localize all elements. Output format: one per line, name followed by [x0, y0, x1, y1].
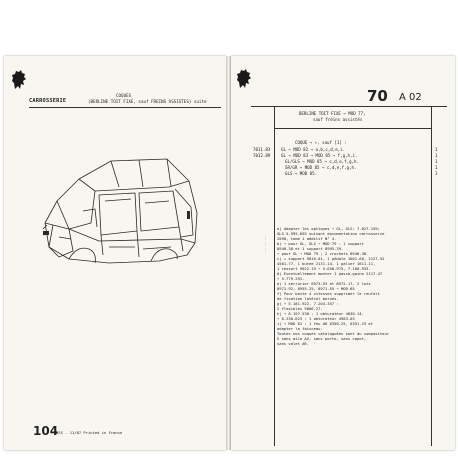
part-ref: 7012.89: [253, 153, 271, 158]
peugeot-lion-icon: [10, 69, 28, 90]
right-page: [231, 56, 455, 450]
note-line: h) → 6.197.530 : 1 obturateur 4030.14.: [277, 311, 364, 316]
page-number: 104: [33, 424, 59, 438]
table-right-rule: [431, 106, 432, 446]
note-line: 2090, tome 1 additif N° 4.: [277, 236, 337, 241]
page-code-letter: A 02: [399, 92, 422, 103]
part-desc: GLS → MOD 85.: [285, 171, 318, 176]
part-qty: 1: [435, 159, 438, 164]
note-line: adapter la faisceau.: [277, 326, 323, 331]
part-qty: 1: [435, 171, 438, 176]
note-line: c) + support 9010.01, 1 pédale 1601.60, 2127.52: [277, 256, 385, 261]
header-line-2: (BERLINE TOIT FIXE, sauf FREINS ASSISTES) suite: [88, 99, 207, 104]
notes-block: [277, 226, 429, 346]
note-line: GLS 5.995.655 suivant documentation carrosserie: [277, 231, 385, 236]
note-line: → pour GL → MOD 79 ; 2 crochets 8940.38: [277, 251, 367, 256]
part-desc: GL → MOD 82 → a,b,c,d,e,i.: [281, 147, 346, 152]
section-title: CARROSSERIE: [29, 98, 67, 104]
note-line: a) Adapter les optiques → GL, GLS: 7.027.159;: [277, 226, 380, 231]
title-line-2: sauf freins assistés: [313, 117, 363, 122]
note-line: 2 flexibles 9806.27.: [277, 306, 323, 311]
title-underline: [274, 128, 431, 129]
note-line: 8940.38 et 1 support 8995.39.: [277, 246, 344, 251]
left-page: [4, 56, 226, 450]
note-line: → 6.230.623 : 1 obturateur 4983.03: [277, 316, 355, 321]
part-qty: 1: [435, 165, 438, 170]
peugeot-lion-icon: [235, 68, 253, 89]
page-code-number: 70: [367, 87, 388, 105]
part-desc: SR/GR → MOD 85 → c,d,e,f,g,h.: [285, 165, 357, 170]
note-line: sans volet AR.: [277, 341, 310, 346]
note-line: 8971.92, 6955.25, 8971.55 → MOD 85: [277, 286, 355, 291]
note-line: → 5.779.291.: [277, 276, 305, 281]
part-ref: 7011.83: [253, 147, 271, 152]
note-line: Toutes nos coques cataloguées sont du compositeur: [277, 331, 390, 336]
part-qty: 1: [435, 147, 438, 152]
note-line: e) 1 serrurier 8973.53 et 8972.17, 2 lots: [277, 281, 371, 286]
coque-line: COQUE → ↑, sauf [1] :: [295, 140, 347, 145]
note-line: 1 ressort 9022.19 → 5.650.975, 7.168.933.: [277, 266, 371, 271]
note-line: de fixation latéral bornes.: [277, 296, 339, 301]
note-line: i) → MOD 81 : 1 feu AR 6350.25, 6351.19 et: [277, 321, 374, 326]
note-line: b) → pour GL, GLS → MOD 79 : 1 support: [277, 241, 364, 246]
part-qty: 1: [435, 153, 438, 158]
note-line: f) Pour boite 4 vitesses supprimer le renfort: [277, 291, 380, 296]
header-rule: [29, 107, 221, 108]
part-desc: GL → MOD 83 → MOD 85 → f,g,h,i.: [281, 153, 358, 158]
table-left-rule: [274, 106, 275, 446]
note-line: g) → 5.181.922, 7.204.357 :: [277, 301, 339, 306]
part-desc: GL/GLS → MOD 85 → c,d,e,f,g,h.: [285, 159, 359, 164]
header-line-1: COQUES: [116, 93, 132, 98]
footer-text: ESS - 11/87 Printed in France: [56, 430, 123, 435]
note-line: S sans aile AV, sans porte, sans capot,: [277, 336, 367, 341]
car-body-shell-drawing: [39, 151, 204, 276]
note-line: 4501.77, 1 butee 2131.14, 1 palier 1611.11,: [277, 261, 376, 266]
table-top-rule: [251, 106, 447, 107]
margin-note: -- -- --: [263, 236, 267, 253]
title-line-1: BERLINE TOIT FIXE → MOD 77,: [299, 111, 366, 116]
note-line: d) Eventuellement monter 1 passe-gaine 2117.47: [277, 271, 383, 276]
